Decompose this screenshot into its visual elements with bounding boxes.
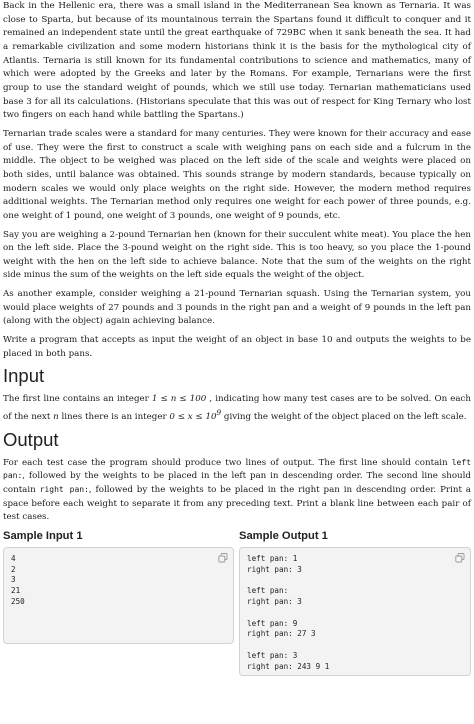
copy-icon[interactable] xyxy=(218,553,228,563)
math-x-range-base: 0 ≤ x ≤ 10 xyxy=(169,411,217,422)
sample-output-column xyxy=(239,530,471,676)
sample-input-text: 4 2 3 21 250 xyxy=(11,553,25,607)
math-n: n xyxy=(53,411,59,422)
output-description xyxy=(3,457,471,525)
sample-output-box xyxy=(239,547,471,676)
math-x-range xyxy=(169,408,222,422)
output-text-1: For each test case the program should produce two lines of output. The first line should contain xyxy=(3,457,452,468)
sample-input-box xyxy=(3,547,234,644)
sample-output-text: left pan: 1 right pan: 3 left pan: right pan: 3 left pan: 9 right pan: 27 3 left pan: 3 right pan: 243 9 1 xyxy=(247,553,330,671)
samples xyxy=(3,530,471,676)
input-heading: Input xyxy=(3,365,45,387)
code-left-pan: left pan: xyxy=(3,457,471,481)
sample-output-title: Sample Output 1 xyxy=(239,529,328,542)
input-text-2: , indicating how many test cases are to be solved. On each of the next xyxy=(3,394,471,422)
hen-example-paragraph: Say you are weighing a 2-pound Ternarian hen (known for their succulent white meat). You place the hen on the left side. Place the 3-pound weight on the right side. This is too heavy, so you place the 1-pound weight with the hen on the left side to achieve balance. Note that the sum of the weights on the right side minus the sum of the weights on the left side equals the weight of the object. xyxy=(3,229,471,281)
copy-icon[interactable] xyxy=(455,553,465,563)
input-text-3: lines there is an integer xyxy=(58,411,170,422)
output-text-2: , followed by the weights to be placed in the left pan in descending order. The second line should contain xyxy=(3,471,471,495)
input-text-1: The first line contains an integer xyxy=(3,394,152,405)
sample-input-column xyxy=(3,530,234,676)
math-n-range: 1 ≤ n ≤ 100 xyxy=(151,394,207,405)
input-description xyxy=(3,393,471,424)
code-right-pan: right pan: xyxy=(39,484,89,494)
output-text-3: , followed by the weights to be placed in the right pan in descending order. Print a space before each weight to separate it from any preceding text. Print a blank line between each pair of test cases. xyxy=(3,484,471,523)
input-text-4: giving the weight of the object placed on the left scale. xyxy=(221,411,467,422)
task-paragraph: Write a program that accepts as input the weight of an object in base 10 and outputs the weights to be placed in both pans. xyxy=(3,335,471,359)
scales-paragraph: Ternarian trade scales were a standard for many centuries. They were known for their accuracy and ease of use. They were the first to construct a scale with weighing pans on each side and a fulcrum in the middle. The object to be weighed was placed on the left side of the scale and weights were placed on both sides, until balance was obtained. This sounds strange by modern standards, because typically on modern scales we would only place weights on the right side. However, the modern method requires additional weights. The Ternarian method only requires one weight for each power of three pounds, e.g. one weight of 1 pound, one weight of 3 pounds, one weight of 9 pounds, etc. xyxy=(3,128,471,221)
sample-input-title: Sample Input 1 xyxy=(3,529,83,542)
math-x-range-exponent: 9 xyxy=(216,408,222,418)
squash-example-paragraph: As another example, consider weighing a 21-pound Ternarian squash. Using the Ternarian system, you would place weights of 27 pounds and 3 pounds in the right pan and a weight of 9 pounds in the left pan (along with the object) again achieving balance. xyxy=(3,289,471,327)
story-paragraph: Back in the Hellenic era, there was a small island in the Mediterranean Sea known as Ternaria. It was close to Sparta, but because of its mountainous terrain the Spartans found it difficult to conquer and it remained an independent state until the great earthquake of 729BC when it sank beneath the sea. It had a remarkable civilization and some modern historians think it is the basis for the mythological city of Atlantis. Ternaria is still known for its fundamental contributions to science and mathematics, many of which were adopted by the Greeks and later by the Romans. For example, Ternarians were the first group to use the standard weight of pounds, which we still use today. Ternarian mathematicians used base 3 for all its calculations. (Historians speculate that this was out of respect for King Ternary who lost two fingers on each hand while battling the Spartans.) xyxy=(3,1,471,121)
output-heading: Output xyxy=(3,428,59,450)
